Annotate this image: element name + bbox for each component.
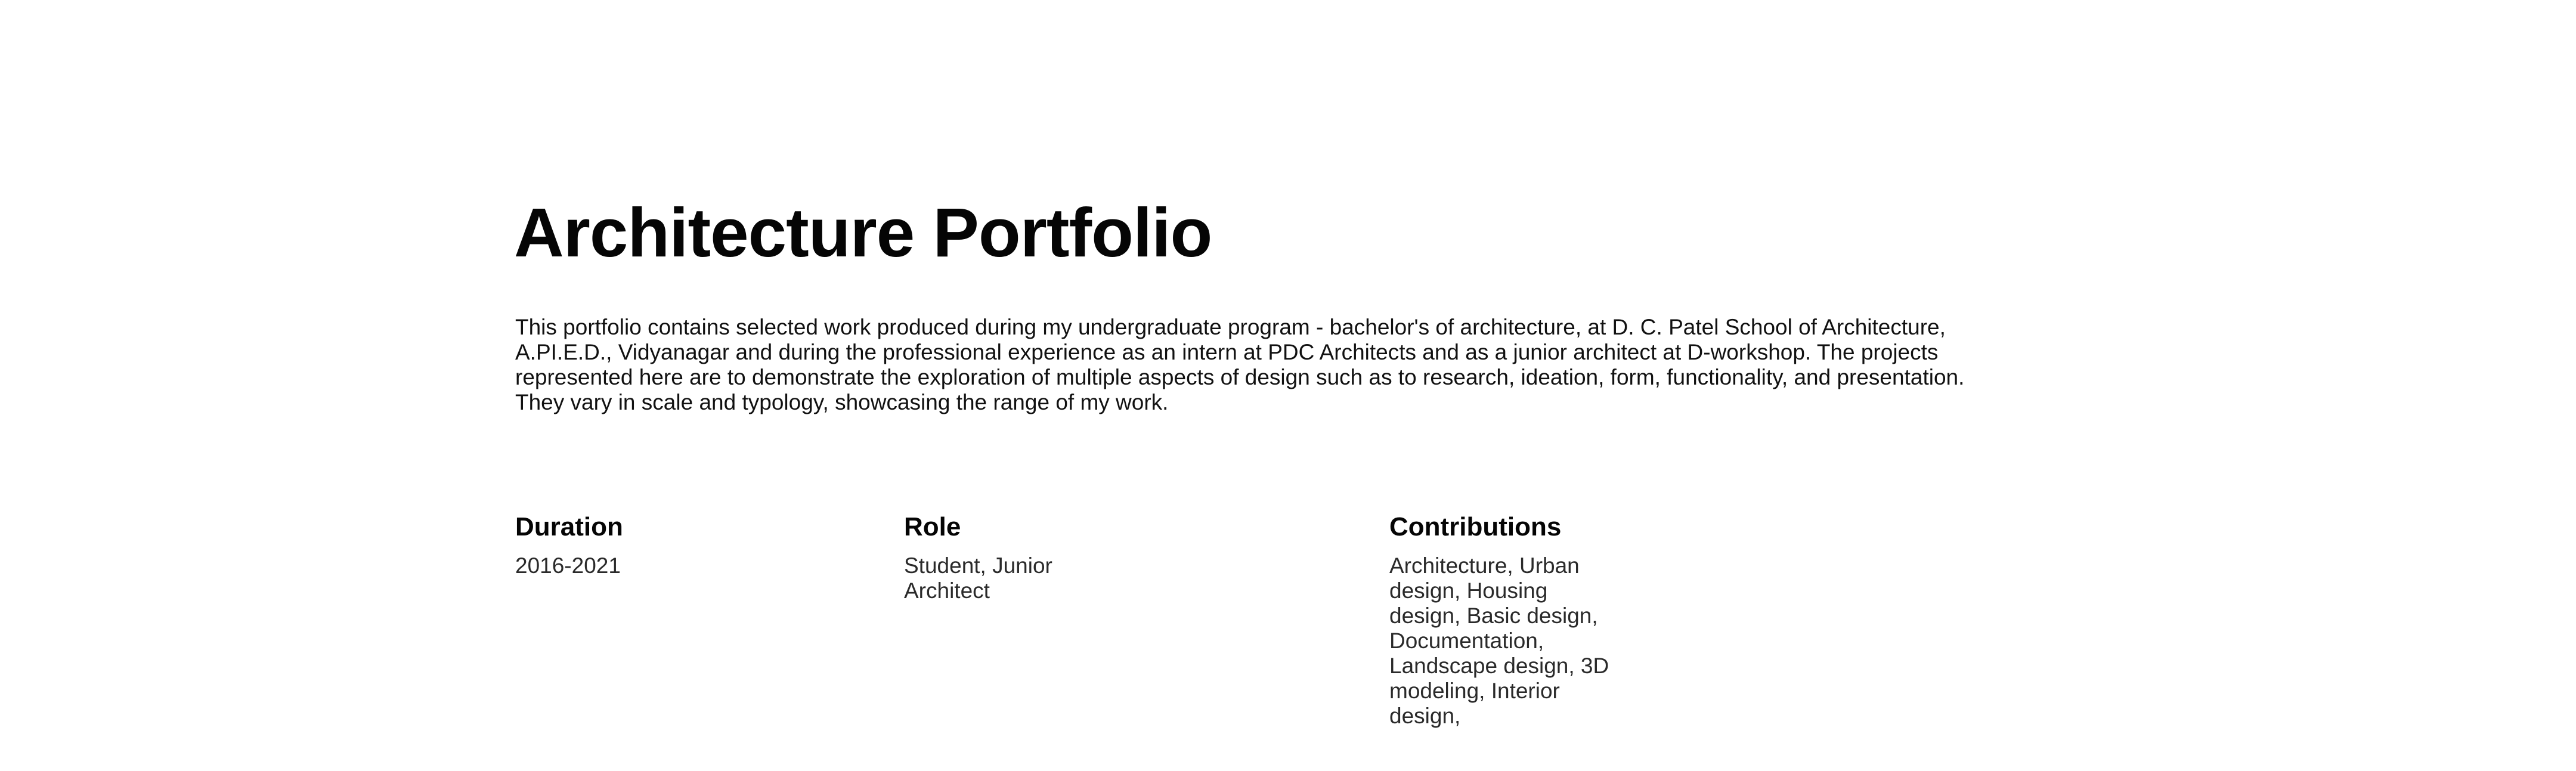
duration-heading: Duration xyxy=(515,512,623,541)
role-value: Student, Junior Architect xyxy=(904,553,1052,603)
role-section xyxy=(904,512,1095,603)
contributions-heading: Contributions xyxy=(1389,512,1562,541)
contributions-value: Architecture, Urban design, Housing design, Basic design, Documentation, Landscape design, 3D modeling, Interior design, xyxy=(1389,553,1609,728)
role-heading: Role xyxy=(904,512,961,541)
page-title: Architecture Portfolio xyxy=(514,194,1212,271)
contributions-section xyxy=(1389,512,1622,729)
portfolio-intro-text: This portfolio contains selected work produced during my undergraduate program - bachelor's of architecture, at D. C. Patel School of Architecture, A.PI.E.D., Vidyanagar and during the professional experience as an intern at PDC Architects and as a junior architect at D-workshop. The projects represented here are to demonstrate the exploration of multiple aspects of design such as to research, ideation, form, functionality, and presentation. They vary in scale and typology, showcasing the range of my work. xyxy=(515,315,1965,414)
duration-value: 2016-2021 xyxy=(515,553,621,578)
duration-section xyxy=(515,512,849,578)
